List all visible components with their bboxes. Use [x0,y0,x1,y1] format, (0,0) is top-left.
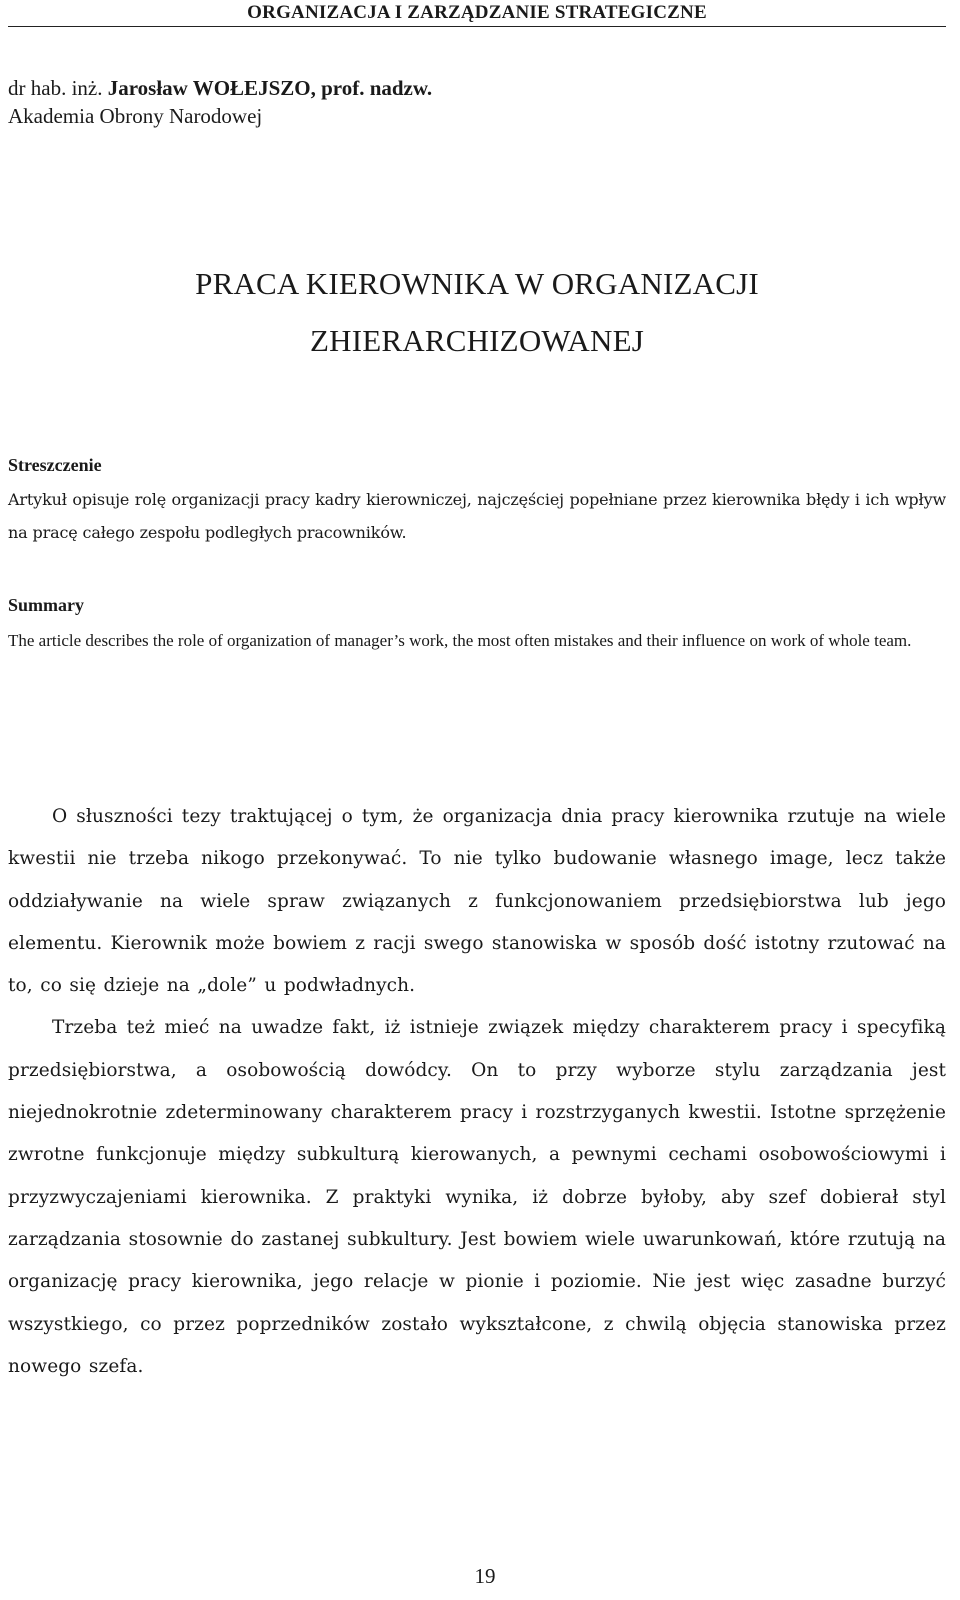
body-paragraph-2: Trzeba też mieć na uwadze fakt, iż istnieje związek między charakterem pracy i specyfiką przedsiębiorstwa, a osobowością dowódcy. On to przy wyborze stylu zarządzania jest niejednokrotnie zdeterminowany charakterem pracy i rozstrzyganych kwestii. Istotne sprzężenie zwrotne funkcjonuje między subkulturą kierowanych, a pewnymi cechami osobowościowymi i przyzwyczajeniami kierownika. Z praktyki wynika, iż dobrze byłoby, aby szef dobierał styl zarządzania stosownie do zastanej subkultury. Jest bowiem wiele uwarunkowań, które rzutują na organizację pracy kierownika, jego relacje w pionie i poziomie. Nie jest więc zasadne burzyć wszystkiego, co przez poprzedników zostało wykształcone, z chwilą objęcia stanowiska przez nowego szefa. [8,1017,946,1377]
abstract-pl-heading: Streszczenie [8,455,102,475]
abstract-pl-text: Artykuł opisuje rolę organizacji pracy kadry kierowniczej, najczęściej popełniane przez kierownika błędy i ich wpływ na pracę całego zespołu podległych pracowników. [8,490,946,542]
author-degree: dr hab. inż. [8,76,108,100]
article-title-line-1: PRACA KIEROWNIKA W ORGANIZACJI [195,266,759,301]
body-paragraph-1: O słuszności tezy traktującej o tym, że organizacja dnia pracy kierownika rzutuje na wiele kwestii nie trzeba nikogo przekonywać. To nie tylko budowanie własnego image, lecz także oddziaływanie na wiele spraw związanych z funkcjonowaniem przedsiębiorstwa lub jego elementu. Kierownik może bowiem z racji swego stanowiska w sposób dość istotny rzutować na to, co się dzieje na „dole” u podwładnych. [8,806,946,997]
abstract-en-text: The article describes the role of organization of manager’s work, the most often mistakes and their influence on work of whole team. [8,631,912,650]
abstract-en-heading: Summary [8,595,84,615]
running-header: ORGANIZACJA I ZARZĄDZANIE STRATEGICZNE [247,2,707,23]
document-page [8,0,946,1600]
article-title-line-2: ZHIERARCHIZOWANEJ [309,323,645,358]
article-body [8,796,946,1388]
author-name: Jarosław WOŁEJSZO, prof. nadzw. [107,76,433,100]
author-line [8,74,432,102]
header-rule [8,26,946,27]
article-title [8,255,946,369]
author-affiliation: Akademia Obrony Narodowej [8,104,263,128]
page-number: 19 [474,1564,496,1588]
